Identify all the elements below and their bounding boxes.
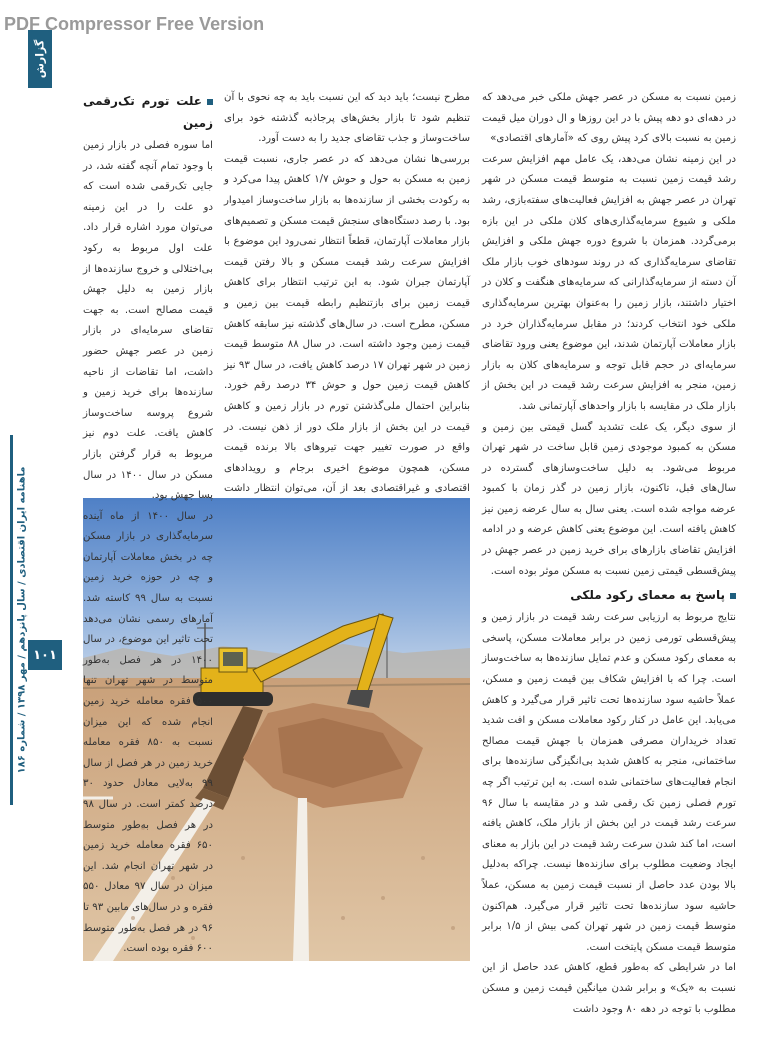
paragraph: زمین نسبت به مسکن در عصر جهش ملکی خبر می‌دهد که در دهه‌ای دو دهه پیش با در این روزها و ال دوران میل قیمت زمین به نسبت بالای کرد پیش روی که «آمارهای اقتصادی»: [482, 92, 736, 145]
heading-text: پاسخ به معمای رکود ملکی: [570, 588, 725, 603]
paragraph: نتایج مربوط به ارزیابی سرعت رشد قیمت در بازار زمین و پیش‌قسطی تورمی زمین در برابر معاملات مسکن، پاسخی به معمای رکود مسکن و عدم تمایل سازنده‌ها به ساخت‌وساز است. چرا که با افزایش شکاف بین قیمت زمین و مسکن، عملاً حاشیه سود سازنده‌ها تحت تاثیر قرار می‌گیرد و کاهش می‌یابد. این عامل در کنار رکود معاملات مسکن و افت شدید تعداد خریداران مصرفی همزمان با جهش قیمت مصالح ساختمانی، منجر به کاهش شدید بی‌انگیزگی سازنده‌ها برای انجام فعالیت‌های ساختمانی شده است. به این ترتیب اگر چه تورم فصلی زمین تک رقمی شد و در مقایسه با سال ۹۶ سرعت رشد قیمت در این بخش از بازار ملک، کاهش یافته است، اما کند شدن سرعت رشد قیمت در این بازار به معنای ایجاد وضعیت مطلوب برای سازنده‌ها نیست. چراکه به‌دلیل بالا بودن عدد حاصل از نسبت قیمت زمین به مسکن، عملاً حاشیه سود سازنده‌ها تحت تاثیر قرار می‌گیرد. هم‌اکنون متوسط قیمت زمین در شهر تهران کمی بیش از ۱/۵ برابر متوسط قیمت مسکن پایتخت است.: [482, 612, 736, 953]
heading-bullet-icon: [207, 99, 213, 105]
side-publication-label: ماهنامه ایران اقتصادی / سال پانزدهم / مهر ۱۳۹۸ / شماره ۱۸۶: [16, 466, 28, 774]
paragraph: اما در شرایطی که به‌طور قطع، کاهش عدد حاصل از این نسبت به «یک» و برابر شدن میانگین قیمت زمین و مسکن مطلوب با توجه در دهه ۸۰ وجود داشت: [482, 962, 736, 1015]
paragraph: از سوی دیگر، یک علت تشدید گسل قیمتی بین زمین و مسکن به کمبود موجودی زمین قابل ساخت در شهر تهران مربوط می‌شود. به دلیل ساخت‌وسازهای گسترده در سال‌های قبل، تاکنون، بازار زمین در گذر زمان با کمبود عرضه مواجه شده است. یعنی سال به سال عرضه زمین نیز کاهش یافته است. این موضوع یعنی کاهش عرضه و در ادامه افزایش تقاضای بازارهای برای خرید زمین در عصر جهش در پیش‌قسطی قیمتی زمین نسبت به مسکن موثر بوده است.: [482, 421, 736, 577]
paragraph: بررسی‌ها نشان می‌دهد که در عصر جاری، نسبت قیمت زمین به مسکن به حول و حوش ۱/۷ کاهش پیدا می‌کرد و به رکودت بخشی از سازنده‌ها به بازار ساخت‌وساز امیدوار بود. با رصد دستگاه‌های سنجش قیمت مسکن و تصمیم‌های بازار معاملات آپارتمان، قطعاً انتظار نمی‌رود این موضوع با افزایش سرعت رشد قیمت مسکن و بالا رفتن قیمت آپارتمان جبران شود. به این ترتیب انتظار برای کاهش قیمت زمین برای بازتنظیم رابطه قیمت بین زمین و مسکن، مطرح است. در سال‌های گذشته نیز سابقه کاهش قیمت زمین وجود داشته است. در سال ۸۸ متوسط قیمت زمین در شهر تهران ۱۷ درصد کاهش یافت، در سال ۹۳ نیز کاهش قیمت زمین حول و حوش ۳۴ درصد رقم خورد. بنابراین احتمال ملی‌گذشتن تورم در بازار زمین و کاهش قیمت در این بخش از بازار ملک دور از ذهن نیست. در واقع در صورت تغییر جهت تیروهای بالا برنده قیمت مسکن، همچون موضوع اخیری برجام و رویدادهای اقتصادی و غیراقتصادی بعد از آن، می‌توان انتظار داشت: [224, 153, 471, 495]
paragraph: در سال ۱۴۰۰ از ماه آینده سرمایه‌گذاری در بازار مسکن چه در بخش معاملات آپارتمان و چه در حوزه خرید زمین نسبت به سال ۹۹ کاسته شد. آمارهای رسمی نشان می‌دهد تحت تاثیر این موضوع، در سال ۱۴۰۰ در هر فصل به‌طور متوسط در شهر تهران تنها ۵۰۰ فقره معامله خرید زمین انجام شده که این میزان نسبت به ۸۵۰ فقره معامله خرید زمین در هر فصل از سال ۹۹ به‌لایی معادل حدود ۳۰ درصد کمتر است. در سال ۹۸ در هر فصل به‌طور متوسط ۶۵۰ فقره معامله خرید زمین در شهر تهران انجام شد. این میزان در سال ۹۷ معادل ۵۵۰ فقره و در سال‌های مابین ۹۳ تا ۹۶ در هر فصل به‌طور متوسط ۶۰۰ فقره بوده است.: [83, 510, 213, 955]
paragraph: در این زمینه نشان می‌دهد، یک عامل مهم افزایش سرعت رشد قیمت زمین نسبت به متوسط قیمت مسکن در شهر تهران در عصر جهش به افزایش فعالیت‌های سفته‌بازی، رشد ملکی و شیوع سرمایه‌گذاری‌های کلان ملکی در این بازه برمی‌گردد. همزمان با شروع دوره جهش ملکی و افزایش تقاضای سرمایه‌گذاری که در روند سودهای خوب بازار ملک آن دسته از سرمایه‌گذارانی که سرمایه‌های هنگفت و کلان در اختیار داشتند، بازار زمین را به‌عنوان بهترین سرمایه‌گذاری ملکی خود انتخاب کردند؛ در مقابل سرمایه‌گذاران خرد در بازار معاملات آپارتمان شدند، این موضوع یعنی ورود تقاضای سرمایه‌ای در حجم قابل توجه و سرمایه‌های کلان به بازار زمین، منجر به افزایش سرعت رشد قیمت در این بخش از بازار ملک در مقایسه با بازار واحدهای آپارتمانی شد.: [482, 153, 736, 412]
section-tab: [28, 30, 52, 88]
left-column: [83, 88, 213, 960]
section-heading: [83, 90, 213, 134]
side-rule: [10, 435, 13, 805]
column-right: [482, 88, 736, 1020]
heading-bullet-icon: [730, 593, 736, 599]
pdf-watermark: PDF Compressor Free Version: [4, 14, 265, 34]
heading-text: علت تورم تک‌رقمی زمین: [83, 94, 213, 130]
page-number: ۱۰۱: [28, 640, 62, 670]
section-heading: [482, 584, 736, 606]
column-middle: [224, 88, 470, 541]
paragraph: مطرح نیست؛ باید دید که این نسبت باید به چه نحوی با آن تنظیم شود تا بازار بخش‌های پرجاذبه گذشته خود برای ساخت‌وساز و جذب تقاضای جدید را به دست آورد.: [224, 92, 470, 145]
paragraph: اما سوره فصلی در بازار زمین با وجود تمام آنچه گفته شد، در جایی تک‌رقمی شده است که دو علت را در این زمینه می‌توان مورد اشاره قرار داد. علت اول مربوط به رکود بی‌اختلالی و خروج سازنده‌ها از بازار زمین به دلیل جهش قیمت مصالح است. به جهت تقاضای سرمایه‌ای در بازار زمین در عصر جهش حضور داشت، اما تقاضات از ناحیه سازنده‌ها برای خرید زمین و شروع پروسه ساخت‌وساز کاهش یافت. علت دوم نیز مربوط به قرار گرفتن بازار مسکن در سال ۱۴۰۰ در سال پسا جهش بود.: [83, 140, 214, 502]
section-tab-label: گزارش: [33, 39, 47, 79]
